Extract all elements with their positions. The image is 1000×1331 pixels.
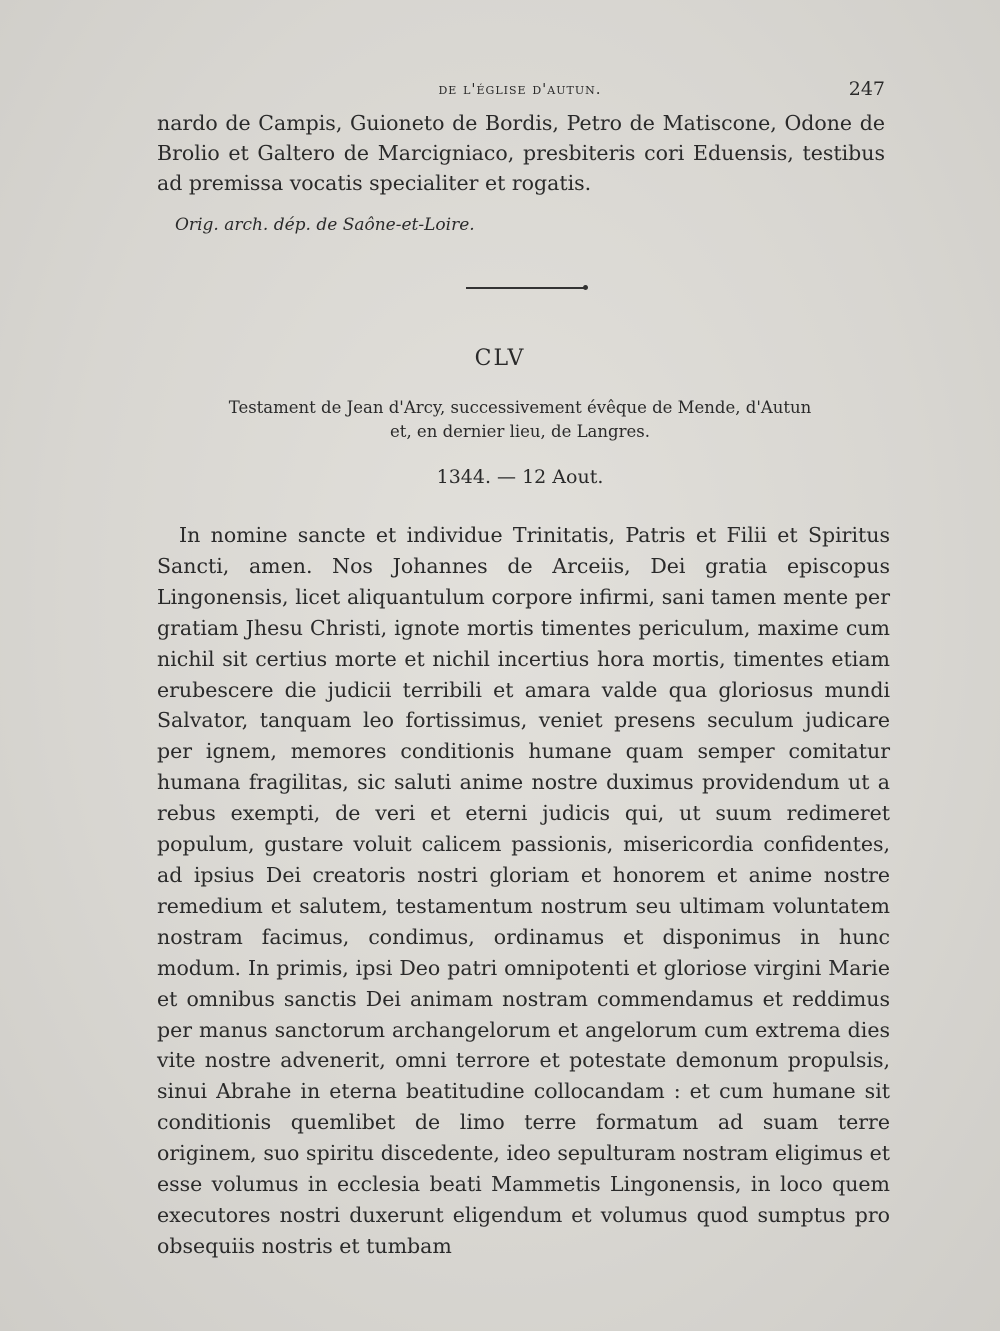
continuation-paragraph: nardo de Campis, Guioneto de Bordis, Petro de Matiscone, Odone de Brolio et Galtero de Marcigniaco, presbiteris cori Eduensis, testibus ad premissa vocatis specialiter et rogatis. bbox=[157, 111, 885, 195]
charter-title bbox=[200, 396, 840, 444]
page-number: 247 bbox=[848, 78, 885, 100]
charter-title-line-1: Testament de Jean d'Arcy, successivement évêque de Mende, d'Autun bbox=[228, 398, 812, 417]
charter-body bbox=[157, 520, 890, 1262]
charter-title-line-2: et, en dernier lieu, de Langres. bbox=[390, 422, 650, 441]
source-citation: Orig. arch. dép. de Saône-et-Loire. bbox=[175, 215, 475, 235]
charter-number: CLV bbox=[474, 346, 526, 371]
running-head-title: de l'église d'autun. bbox=[438, 80, 602, 98]
running-head bbox=[155, 78, 885, 102]
charter-date: 1344. — 12 Aout. bbox=[436, 466, 604, 488]
section-divider bbox=[466, 287, 584, 289]
body-paragraph: In nomine sancte et individue Trinitatis, Patris et Filii et Spiritus Sancti, amen. Nos Johannes de Arceiis, Dei gratia episcopus Lingonensis, licet aliquantulum corpore infirmi, sani tamen mente per gratiam Jhesu Christi, ignote mortis timentes periculum, maxime cum nichil sit certius morte et nichil incertius hora mortis, timentes etiam erubescere die judicii terribili et amara valde qua gloriosus mundi Salvator, tanquam leo fortissimus, veniet presens seculum judicare per ignem, memores conditionis humane quam semper comitatur humana fragilitas, sic saluti anime nostre duximus providendum ut a rebus exempti, de veri et eterni judicis qui, ut suum redimeret populum, gustare voluit calicem passionis, misericordia confidentes, ad ipsius Dei creatoris nostri gloriam et honorem et anime nostre remedium et salutem, testamentum nostrum seu ultimam voluntatem nostram facimus, condimus, ordinamus et disponimus in hunc modum. In primis, ipsi Deo patri omnipotenti et gloriose virgini Marie et omnibus sanctis Dei animam nostram commendamus et reddimus per manus sanctorum archangelorum et angelorum cum extrema dies vite nostre advenerit, omni terrore et potestate demonum propulsis, sinui Abrahe in eterna beatitudine collocandam : et cum humane sit conditionis quemlibet de limo terre formatum ad suam terre originem, suo spiritu discedente, ideo sepulturam nostram eligimus et esse volumus in ecclesia beati Mammetis Lingonensis, in loco quem executores nostri duxerunt eligendum et volumus quod sumptus pro obsequiis nostris et tumbam bbox=[157, 523, 890, 1258]
